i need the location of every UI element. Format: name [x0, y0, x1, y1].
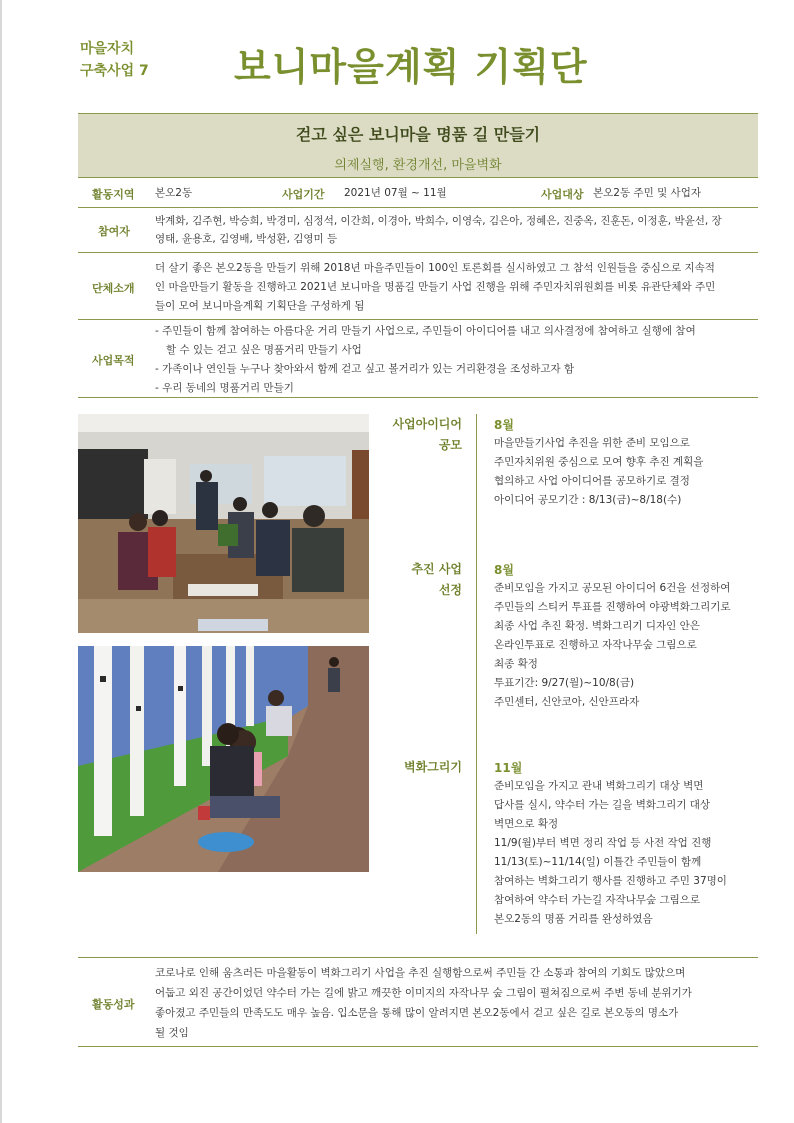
purpose-row	[78, 319, 758, 397]
purpose-line2: 할 수 있는 걷고 싶은 명품거리 만들기 사업	[166, 344, 362, 356]
timeline-body-1-line: 마을만들기사업 추진을 위한 준비 모임으로	[494, 437, 690, 449]
mural-photo	[78, 646, 369, 872]
timeline-body-1-line: 협의하고 사업 아이디어를 공모하기로 결정	[494, 475, 690, 487]
header-category-line2: 구축사업 7	[80, 63, 149, 79]
timeline-body-3-line: 11/9(월)부터 벽면 정리 작업 등 사전 작업 진행	[494, 837, 712, 849]
timeline-heading-3-line1: 벽화그리기	[404, 760, 462, 774]
intro-row	[78, 252, 758, 319]
results-line2: 어둡고 외진 공간이었던 약수터 가는 길에 밝고 깨끗한 이미지의 자작나무 숲 그림이 펼쳐짐으로써 주변 동네 분위기가	[155, 987, 692, 999]
timeline-body-2-line: 온라인투표로 진행하고 자작나무숲 그림으로	[494, 639, 697, 651]
timeline-body-3	[494, 777, 756, 929]
intro-line3: 들이 모여 보니마을계획 기획단을 구성하게 됨	[155, 300, 365, 312]
timeline-body-2-line: 준비모임을 가지고 공모된 아이디어 6건을 선정하여	[494, 582, 731, 594]
timeline-body-2-line: 주민센터, 신안코아, 신안프라자	[494, 696, 640, 708]
project-band	[78, 113, 758, 177]
timeline-month-1: 8월	[494, 418, 514, 432]
purpose-bottom-rule	[78, 397, 758, 398]
timeline-body-2-line: 투표기간: 9/27(월)~10/8(금)	[494, 677, 635, 689]
meeting-photo-illustration	[78, 414, 369, 633]
meeting-photo	[78, 414, 369, 633]
timeline-body-3-line: 참여하여 약수터 가는길 자작나무숲 그림으로	[494, 894, 701, 906]
period-value: 2021년 07월 ~ 11월	[344, 187, 447, 199]
purpose-label: 사업목적	[92, 354, 135, 367]
results-line1: 코로나로 인해 움츠러든 마을활동이 벽화그리기 사업을 추진 실행함으로써 주민들 간 소통과 참여의 기회도 많았으며	[155, 967, 686, 979]
intro-line1: 더 살기 좋은 본오2동을 만들기 위해 2018년 마을주민들이 100인 토론회를 실시하였고 그 참석 인원들을 중심으로 지속적	[155, 262, 715, 274]
results-label: 활동성과	[92, 998, 135, 1011]
timeline-body-3-line: 준비모임을 가지고 관내 벽화그리기 대상 벽면	[494, 780, 704, 792]
participants-row	[78, 207, 758, 252]
timeline-heading-2-line2: 선정	[438, 583, 462, 597]
mural-photo-illustration	[78, 646, 369, 872]
timeline-heading-2	[411, 559, 462, 601]
participants-line1: 박계화, 김주현, 박승희, 박경미, 심정석, 이간희, 이경아, 박희수, 이영숙, 김은아, 정혜은, 진중옥, 진훈돈, 이정훈, 박윤선, 장	[155, 215, 722, 227]
timeline-body-2-line: 최종 확정	[494, 658, 538, 670]
timeline-body-3-line: 벽면으로 확정	[494, 818, 559, 830]
project-subtitle: 의제실행, 환경개선, 마을벽화	[334, 158, 502, 173]
results-line4: 될 것임	[155, 1027, 189, 1039]
timeline-heading-1-line1: 사업아이디어	[392, 417, 462, 431]
period-label: 사업기간	[282, 188, 325, 201]
area-value: 본오2동	[155, 187, 193, 199]
timeline-body-3-line: 참여하는 벽화그리기 행사를 진행하고 주민 37명이	[494, 875, 727, 887]
timeline-body-2-line: 주민들의 스티커 투표를 진행하여 야광벽화그리기로	[494, 601, 731, 613]
info-row	[78, 177, 758, 207]
timeline-month-3: 11월	[494, 761, 523, 775]
purpose-line3: - 가족이나 연인들 누구나 찾아와서 함께 걷고 싶고 볼거리가 있는 거리환경을 조성하고자 함	[155, 363, 575, 375]
timeline-month-2: 8월	[494, 563, 514, 577]
participants-line2: 영태, 윤용호, 김영배, 박성환, 김영미 등	[155, 233, 338, 245]
timeline-body-3-line: 답사를 실시, 약수터 가는 길을 벽화그리기 대상	[494, 799, 711, 811]
timeline-body-3-line: 본오2동의 명품 거리를 완성하였음	[494, 913, 653, 925]
results-row	[78, 957, 758, 1047]
target-value: 본오2동 주민 및 사업자	[593, 187, 701, 199]
purpose-line4: - 우리 동네의 명품거리 만들기	[155, 382, 294, 394]
timeline-body-1	[494, 434, 756, 510]
timeline-heading-3	[404, 757, 462, 778]
header-category	[80, 38, 149, 82]
timeline-heading-2-line1: 추진 사업	[411, 562, 462, 576]
timeline-body-2	[494, 579, 756, 712]
timeline-body-1-line: 주민자치위원 중심으로 모여 향후 추진 계획을	[494, 456, 704, 468]
timeline-body-2-line: 최종 사업 추진 확정. 벽화그리기 디자인 안은	[494, 620, 700, 632]
target-label: 사업대상	[541, 188, 584, 201]
page-title: 보니마을계획 기획단	[234, 45, 588, 89]
timeline-body-3-line: 11/13(토)~11/14(일) 이틀간 주민들이 함께	[494, 856, 702, 868]
timeline-heading-1-line2: 공모	[438, 438, 462, 452]
participants-label: 참여자	[98, 225, 130, 238]
area-label: 활동지역	[92, 188, 135, 201]
timeline-divider	[476, 414, 477, 934]
timeline-body-1-line: 아이디어 공모기간 : 8/13(금)~8/18(수)	[494, 494, 682, 506]
purpose-line1: - 주민들이 함께 참여하는 아름다운 거리 만들기 사업으로, 주민들이 아이디어를 내고 의사결정에 참여하고 실행에 참여	[155, 325, 696, 337]
intro-line2: 인 마을만들기 활동을 진행하고 2021년 보니마을 명품길 만들기 사업 진행을 위해 주민자치위원회를 비롯 유관단체와 주민	[155, 281, 716, 293]
results-line3: 좋아졌고 주민들의 만족도도 매우 높음. 입소문을 통해 많이 알려지면 본오2동에서 걷고 싶은 길로 본오동의 명소가	[155, 1007, 679, 1019]
header-category-line1: 마을자치	[80, 41, 135, 57]
intro-label: 단체소개	[92, 282, 135, 295]
timeline-heading-1	[392, 414, 462, 456]
project-title: 걷고 싶은 보니마을 명품 길 만들기	[295, 125, 541, 144]
